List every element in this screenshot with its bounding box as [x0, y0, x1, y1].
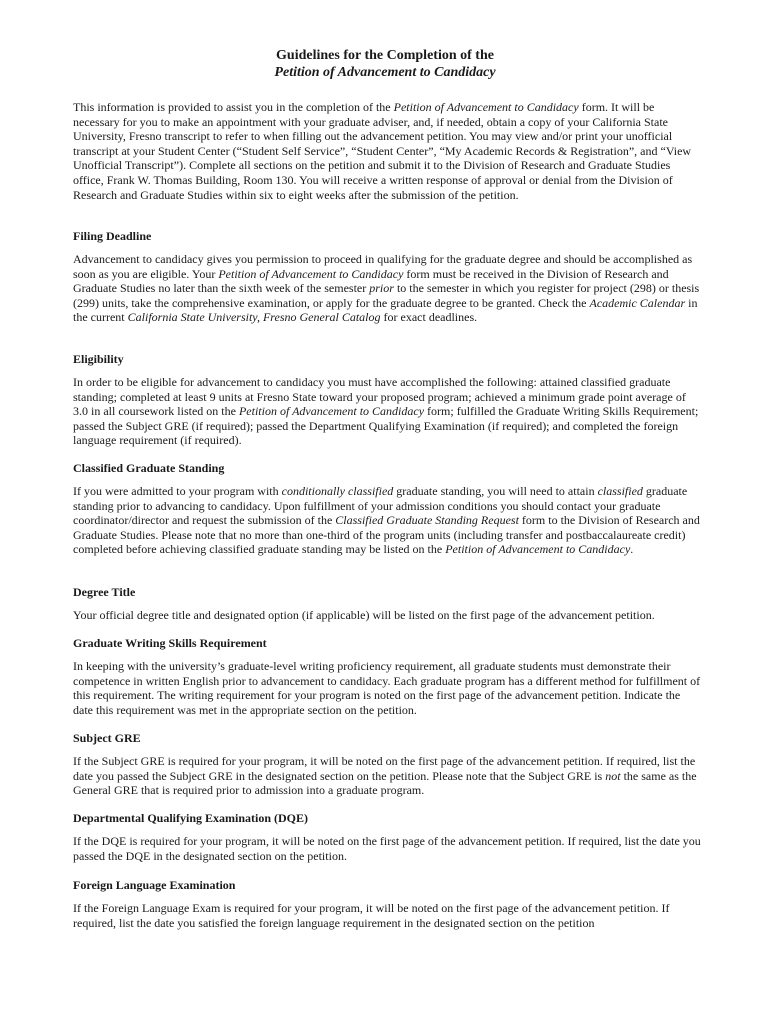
filing-deadline-heading: Filing Deadline	[73, 229, 152, 243]
degree-title-paragraph: Your official degree title and designated option (if applicable) will be listed on the first page of the advancement petition.	[73, 608, 655, 622]
foreign-language-heading: Foreign Language Examination	[73, 878, 236, 892]
document-title: Guidelines for the Completion of the	[276, 48, 494, 63]
degree-title-heading: Degree Title	[73, 585, 136, 599]
subject-gre-paragraph: If the Subject GRE is required for your program, it will be noted on the first page of the advancement petition. If required, list the date you passed the Subject GRE in the designated section on the petition. Please note that the Subject GRE is not the same as the General GRE that is required prior to admission into a graduate program.	[73, 754, 697, 798]
eligibility-heading: Eligibility	[73, 352, 124, 366]
writing-skills-paragraph: In keeping with the university’s graduate-level writing proficiency requirement, all graduate students must demonstrate their competence in written English prior to advancement to candidacy. Each graduate program has a different method for fulfillment of this requirement. The writing requirement for your program is noted on the first page of the advancement petition. Indicate the date this requirement was met in the appropriate section on the petition.	[73, 659, 701, 717]
document-subtitle: Petition of Advancement to Candidacy	[274, 65, 496, 80]
dqe-heading: Departmental Qualifying Examination (DQE)	[73, 811, 309, 825]
subject-gre-heading: Subject GRE	[73, 731, 141, 745]
classified-standing-heading: Classified Graduate Standing	[73, 461, 225, 475]
classified-standing-paragraph: If you were admitted to your program with conditionally classified graduate standing, you will need to attain classified graduate standing prior to advancing to candidacy. Upon fulfillment of your admission conditions you should contact your graduate coordinator/director and request the submission of the Classified Graduate Standing Request form to the Division of Research and Graduate Studies. Please note that no more than one-third of the program units (including transfer and postbaccalaureate credit) completed before achieving classified graduate standing may be listed on the Petition of Advancement to Candidacy.	[73, 484, 700, 557]
eligibility-paragraph: In order to be eligible for advancement to candidacy you must have accomplished the following: attained classified graduate standing; completed at least 9 units at Fresno State toward your proposed program; achieved a minimum grade point average of 3.0 in all coursework listed on the Petition of Advancement to Candidacy form; fulfilled the Graduate Writing Skills Requirement; passed the Subject GRE (if required); passed the Department Qualifying Examination (if required); and completed the foreign language requirement (if required).	[73, 375, 699, 448]
writing-skills-heading: Graduate Writing Skills Requirement	[73, 636, 267, 650]
foreign-language-paragraph: If the Foreign Language Exam is required for your program, it will be noted on the first page of the advancement petition. If required, list the date you satisfied the foreign language requirement in the designated section on the petition	[73, 901, 670, 930]
intro-paragraph: This information is provided to assist you in the completion of the Petition of Advancement to Candidacy form. It will be necessary for you to make an appointment with your graduate adviser, and, if needed, obtain a copy of your California State University, Fresno transcript to refer to when filling out the advancement petition. You may view and/or print your unofficial transcript at your Student Center (“Student Self Service”, “Student Center”, “My Academic Records & Registration”, and “View Unofficial Transcript”). Complete all sections on the petition and submit it to the Division of Research and Graduate Studies office, Frank W. Thomas Building, Room 130. You will receive a written response of approval or denial from the Division of Research and Graduate Studies within six to eight weeks after the submission of the petition.	[73, 100, 692, 202]
filing-deadline-paragraph: Advancement to candidacy gives you permission to proceed in qualifying for the graduate degree and should be accomplished as soon as you are eligible. Your Petition of Advancement to Candidacy form must be received in the Division of Research and Graduate Studies no later than the sixth week of the semester prior to the semester in which you register for project (298) or thesis (299) units, take the comprehensive examination, or apply for the graduate degree to be granted. Check the Academic Calendar in the current California State University, Fresno General Catalog for exact deadlines.	[73, 252, 700, 325]
dqe-paragraph: If the DQE is required for your program, it will be noted on the first page of the advancement petition. If required, list the date you passed the DQE in the designated section on the petition.	[73, 834, 701, 863]
